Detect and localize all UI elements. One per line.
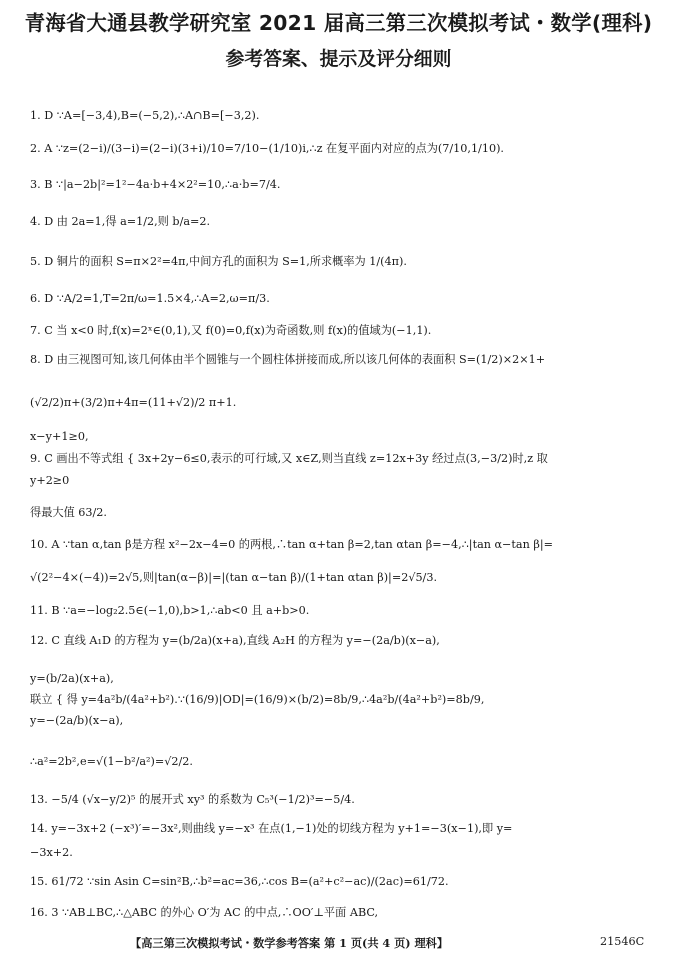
answer-line: 2. A ∵z=(2−i)/(3−i)=(2−i)(3+i)/10=7/10−(1/10)i,∴z 在复平面内对应的点为(7/10,1/10).	[30, 142, 504, 155]
answer-line: y=(b/2a)(x+a),	[30, 672, 114, 685]
answer-line: −3x+2.	[30, 846, 73, 859]
answer-line: 14. y=−3x+2 (−x³)′=−3x²,则曲线 y=−x³ 在点(1,−1)处的切线方程为 y+1=−3(x−1),即 y=	[30, 822, 513, 835]
answer-line: (√2/2)π+(3/2)π+4π=(11+√2)/2 π+1.	[30, 396, 237, 409]
answer-line: 10. A ∵tan α,tan β是方程 x²−2x−4=0 的两根,∴tan α+tan β=2,tan αtan β=−4,∴|tan α−tan β|=	[30, 538, 553, 551]
answer-line: 15. 61/72 ∵sin Asin C=sin²B,∴b²=ac=36,∴cos B=(a²+c²−ac)/(2ac)=61/72.	[30, 875, 449, 888]
answer-line: 6. D ∵A/2=1,T=2π/ω=1.5×4,∴A=2,ω=π/3.	[30, 292, 270, 305]
answer-line: x−y+1≥0,	[30, 430, 89, 443]
answer-line: y+2≥0	[30, 474, 70, 487]
answer-line: 11. B ∵a=−log₂2.5∈(−1,0),b>1,∴ab<0 且 a+b>0.	[30, 604, 310, 617]
answer-line: 联立 { 得 y=4a²b/(4a²+b²).∵(16/9)|OD|=(16/9)×(b/2)=8b/9,∴4a²b/(4a²+b²)=8b/9,	[30, 693, 485, 706]
document-code: 21546C	[600, 935, 645, 948]
answer-line: ∴a²=2b²,e=√(1−b²/a²)=√2/2.	[30, 755, 193, 768]
answer-line: 3. B ∵|a−2b|²=1²−4a·b+4×2²=10,∴a·b=7/4.	[30, 178, 281, 191]
document-subtitle: 参考答案、提示及评分细则	[225, 48, 452, 70]
answer-line: 13. −5/4 (√x−y/2)⁵ 的展开式 xy³ 的系数为 C₅³(−1/2)³=−5/4.	[30, 793, 355, 806]
page-footer: 【高三第三次模拟考试・数学参考答案 第 1 页(共 4 页) 理科】	[130, 936, 449, 950]
document-title: 青海省大通县教学研究室 2021 届高三第三次模拟考试・数学(理科)	[24, 11, 653, 35]
answer-line: 16. 3 ∵AB⊥BC,∴△ABC 的外心 O′为 AC 的中点,∴OO′⊥平面 ABC,	[30, 906, 379, 919]
answer-line: 得最大值 63/2.	[30, 506, 107, 519]
answer-line: 8. D 由三视图可知,该几何体由半个圆锥与一个圆柱体拼接而成,所以该几何体的表面积 S=(1/2)×2×1+	[30, 353, 546, 366]
answer-line: 5. D 铜片的面积 S=π×2²=4π,中间方孔的面积为 S=1,所求概率为 1/(4π).	[30, 255, 407, 268]
answer-line: 4. D 由 2a=1,得 a=1/2,则 b/a=2.	[30, 215, 211, 228]
answer-line: y=−(2a/b)(x−a),	[30, 714, 124, 727]
answer-line: 9. C 画出不等式组 { 3x+2y−6≤0,表示的可行域,又 x∈Z,则当直线 z=12x+3y 经过点(3,−3/2)时,z 取	[30, 452, 548, 465]
answer-line: 1. D ∵A=[−3,4),B=(−5,2),∴A∩B=[−3,2).	[30, 109, 260, 122]
answer-line: √(2²−4×(−4))=2√5,则|tan(α−β)|=|(tan α−tan β)/(1+tan αtan β)|=2√5/3.	[30, 571, 438, 584]
answer-line: 12. C 直线 A₁D 的方程为 y=(b/2a)(x+a),直线 A₂H 的方程为 y=−(2a/b)(x−a),	[30, 634, 440, 647]
answer-line: 7. C 当 x<0 时,f(x)=2ˣ∈(0,1),又 f(0)=0,f(x)为奇函数,则 f(x)的值域为(−1,1).	[30, 324, 432, 337]
